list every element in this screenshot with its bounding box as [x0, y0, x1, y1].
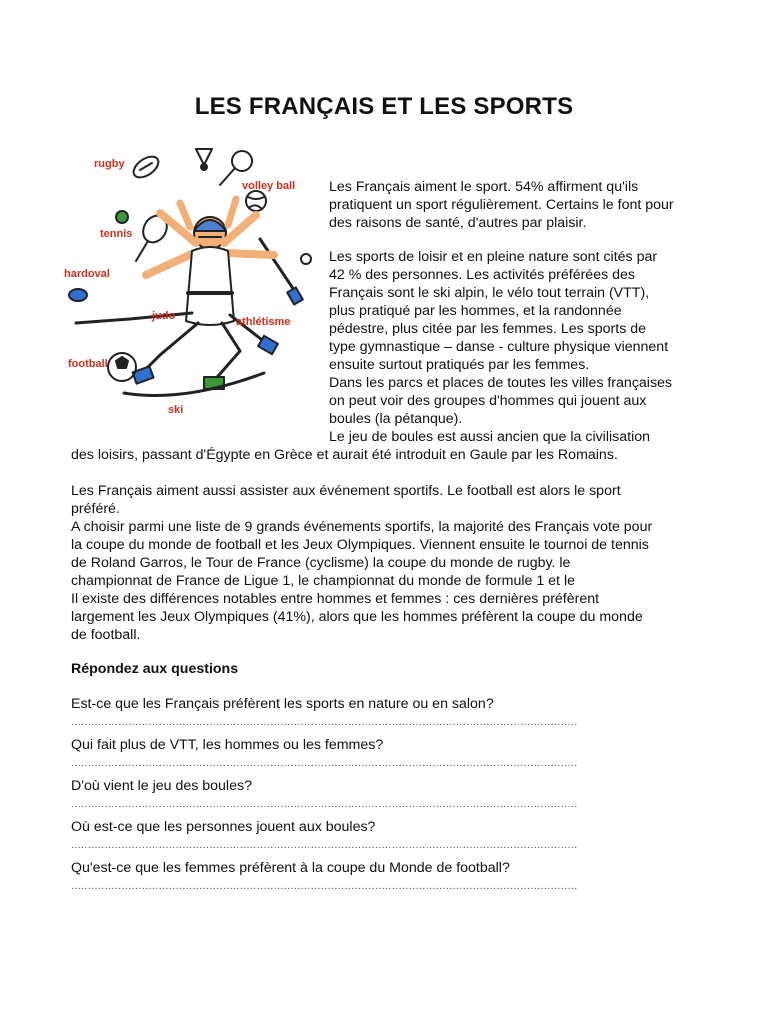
- question-4: Où est-ce que les personnes jouent aux boules?: [71, 819, 376, 835]
- label-rugby: rugby: [94, 158, 125, 170]
- text-line: on peut voir des groupes d'hommes qui jouent aux: [329, 393, 647, 409]
- text-line: préféré.: [71, 501, 120, 517]
- tennis-ball-icon: [116, 211, 128, 223]
- question-3: D'où vient le jeu des boules?: [71, 778, 252, 794]
- text-line: type gymnastique – danse - culture physique viennent: [329, 339, 669, 355]
- text-line: ensuite surtout pratiqués par les femmes.: [329, 357, 590, 373]
- label-football: football: [68, 358, 108, 370]
- label-judo: judo: [152, 310, 176, 322]
- text-line: plus pratiqué par les hommes, et la randonnée: [329, 303, 622, 319]
- text-line: pédestre, plus citée par les femmes. Les sports de: [329, 321, 647, 337]
- text-line: pratiquent un sport régulièrement. Certains le font pour: [329, 197, 674, 213]
- page-title: LES FRANÇAIS ET LES SPORTS: [194, 93, 574, 120]
- sports-illustration: [60, 143, 322, 423]
- text-line: des loisirs, passant d'Égypte en Grèce et aurait été introduit en Gaule par les Romains.: [71, 447, 618, 463]
- ball-icon: [301, 254, 311, 264]
- text-line: de Roland Garros, le Tour de France (cyclisme) la coupe du monde de rugby. le: [71, 555, 571, 571]
- text-line: la coupe du monde de football et les Jeux Olympiques. Viennent ensuite le tournoi de tennis: [71, 537, 649, 553]
- text-line: Il existe des différences notables entre hommes et femmes : ces dernières préfèrent: [71, 591, 600, 607]
- shuttlecock-icon: [196, 149, 212, 165]
- question-2: Qui fait plus de VTT, les hommes ou les femmes?: [71, 737, 384, 753]
- hardoval-icon: [69, 289, 87, 301]
- questions-heading: Répondez aux questions: [71, 661, 239, 677]
- answer-line-4[interactable]: ......................................................................................................................................................: [71, 841, 578, 851]
- text-line: Les Français aiment aussi assister aux événement sportifs. Le football est alors le sport: [71, 483, 621, 499]
- answer-line-2[interactable]: ......................................................................................................................................................: [71, 759, 578, 769]
- text-line: Dans les parcs et places de toutes les villes françaises: [329, 375, 673, 391]
- text-line: Le jeu de boules est aussi ancien que la civilisation: [329, 429, 650, 445]
- text-line: de football.: [71, 627, 141, 643]
- label-ski: ski: [168, 404, 184, 416]
- text-line: des raisons de santé, d'autres par plaisir.: [329, 215, 587, 231]
- question-5: Qu'est-ce que les femmes préfèrent à la coupe du Monde de football?: [71, 860, 510, 876]
- answer-line-1[interactable]: ......................................................................................................................................................: [71, 718, 578, 728]
- text-line: A choisir parmi une liste de 9 grands événements sportifs, la majorité des Français vote pour: [71, 519, 653, 535]
- label-hardoval: hardoval: [64, 268, 110, 280]
- answer-line-5[interactable]: ......................................................................................................................................................: [71, 882, 578, 892]
- text-line: Les Français aiment le sport. 54% affirment qu'ils: [329, 179, 639, 195]
- answer-line-3[interactable]: ......................................................................................................................................................: [71, 800, 578, 810]
- question-1: Est-ce que les Français préfèrent les sports en nature ou en salon?: [71, 696, 494, 712]
- label-athletisme: athlétisme: [236, 316, 291, 328]
- text-line: largement les Jeux Olympiques (41%), alors que les hommes préfèrent la coupe du monde: [71, 609, 643, 625]
- text-line: Les sports de loisir et en pleine nature sont cités par: [329, 249, 658, 265]
- label-tennis: tennis: [100, 228, 133, 240]
- text-line: 42 % des personnes. Les activités préférées des: [329, 267, 635, 283]
- volleyball-icon: [246, 191, 266, 211]
- text-line: championnat de France de Ligue 1, le championnat du monde de formule 1 et le: [71, 573, 575, 589]
- text-line: Français sont le ski alpin, le vélo tout terrain (VTT),: [329, 285, 650, 301]
- label-volleyball: volley ball: [242, 180, 296, 192]
- text-line: boules (la pétanque).: [329, 411, 463, 427]
